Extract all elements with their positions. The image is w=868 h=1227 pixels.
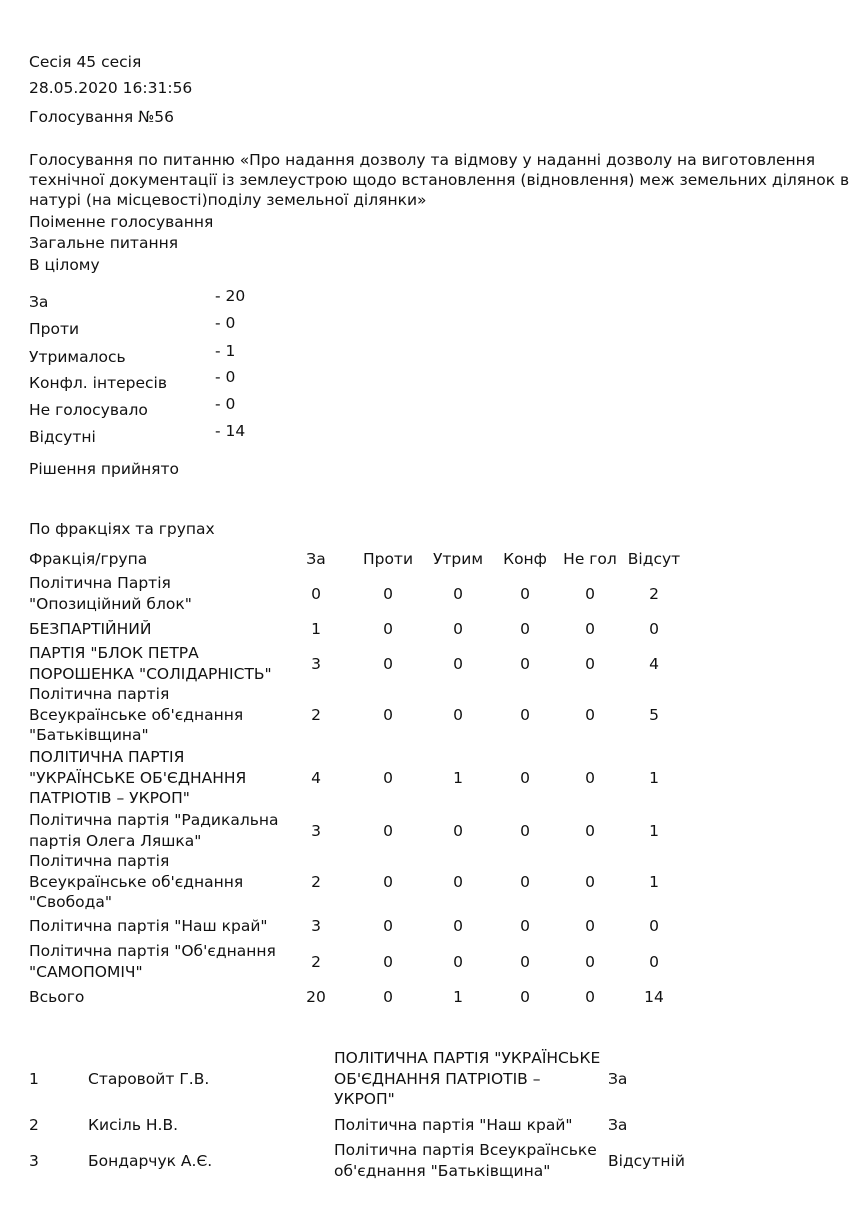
deputy-party: Політична партія Всеукраїнське: [334, 1141, 597, 1159]
faction-value: 0: [383, 769, 393, 788]
factions-title: По фракціях та групах: [29, 520, 215, 538]
total-value: - 14: [215, 422, 246, 440]
faction-value: 0: [585, 654, 595, 673]
faction-value: 0: [520, 821, 530, 840]
faction-name: Політична Партія: [29, 574, 171, 592]
faction-value: 3: [311, 654, 321, 673]
deputy-number: 3: [29, 1151, 39, 1170]
faction-value: 0: [311, 584, 321, 603]
faction-value: 0: [520, 769, 530, 788]
faction-value: 4: [311, 769, 321, 788]
faction-value: 1: [453, 769, 463, 788]
faction-name: ПОЛІТИЧНА ПАРТІЯ: [29, 748, 185, 766]
faction-value: 0: [585, 873, 595, 892]
faction-value: 5: [649, 706, 659, 725]
faction-value: 0: [520, 988, 530, 1007]
faction-name: Політична партія "Об'єднання: [29, 942, 276, 960]
total-value: - 20: [215, 287, 246, 305]
faction-name: "УКРАЇНСЬКЕ ОБ'ЄДНАННЯ: [29, 768, 247, 787]
faction-name: "САМОПОМІЧ": [29, 962, 143, 981]
vote-datetime: 28.05.2020 16:31:56: [29, 79, 193, 97]
faction-name: Політична партія: [29, 852, 170, 870]
faction-value: 0: [383, 873, 393, 892]
total-value: - 0: [215, 395, 236, 413]
total-value: - 0: [215, 314, 236, 332]
table-header-2: Проти: [362, 550, 414, 568]
question-line-1: Голосування по питанню «Про надання дозволу та відмову у наданні дозволу на виготовлення: [29, 151, 816, 169]
faction-value: 20: [306, 988, 326, 1007]
faction-value: 0: [585, 706, 595, 725]
faction-name: ПАРТІЯ "БЛОК ПЕТРА: [29, 644, 199, 662]
faction-value: 0: [585, 769, 595, 788]
faction-value: 0: [585, 620, 595, 639]
question-line-3: натурі (на місцевості)поділу земельної ділянки»: [29, 191, 427, 209]
faction-name: Всього: [29, 988, 85, 1006]
deputy-party: ПОЛІТИЧНА ПАРТІЯ "УКРАЇНСЬКЕ: [334, 1049, 601, 1067]
faction-value: 0: [453, 654, 463, 673]
total-label: Утрималось: [29, 348, 126, 366]
faction-value: 2: [311, 706, 321, 725]
faction-value: 0: [453, 821, 463, 840]
faction-value: 0: [585, 952, 595, 971]
total-label: Конфл. інтересів: [29, 374, 167, 392]
faction-value: 0: [585, 821, 595, 840]
faction-value: 0: [520, 654, 530, 673]
faction-value: 0: [383, 988, 393, 1007]
deputy-party: УКРОП": [334, 1090, 395, 1108]
faction-value: 0: [520, 620, 530, 639]
faction-value: 0: [453, 917, 463, 936]
faction-value: 0: [520, 917, 530, 936]
deputy-party: ОБ'ЄДНАННЯ ПАТРІОТІВ –: [334, 1069, 541, 1088]
faction-value: 0: [520, 706, 530, 725]
faction-value: 0: [383, 654, 393, 673]
vote-scope: В цілому: [29, 256, 100, 274]
table-header-4: Конф: [503, 550, 547, 568]
faction-value: 4: [649, 654, 659, 673]
faction-name: Всеукраїнське об'єднання: [29, 705, 244, 724]
deputy-number: 2: [29, 1116, 39, 1135]
faction-value: 0: [383, 584, 393, 603]
faction-name: Політична партія "Наш край": [29, 917, 268, 935]
faction-value: 0: [649, 620, 659, 639]
faction-name: Політична партія "Радикальна: [29, 811, 279, 829]
faction-value: 0: [453, 873, 463, 892]
deputy-name: Старовойт Г.В.: [88, 1069, 210, 1088]
faction-value: 0: [453, 584, 463, 603]
faction-name: "Свобода": [29, 893, 112, 912]
total-value: - 0: [215, 368, 236, 386]
faction-value: 1: [453, 988, 463, 1007]
total-label: Відсутні: [29, 428, 96, 446]
decision: Рішення прийнято: [29, 460, 179, 478]
faction-value: 3: [311, 917, 321, 936]
faction-value: 1: [649, 821, 659, 840]
faction-value: 0: [585, 988, 595, 1007]
faction-value: 0: [453, 620, 463, 639]
deputy-vote: За: [608, 1116, 628, 1135]
deputy-vote: Відсутній: [608, 1151, 685, 1170]
total-value: - 1: [215, 342, 236, 360]
session-title: Сесія 45 сесія: [29, 53, 142, 71]
faction-name: Всеукраїнське об'єднання: [29, 872, 244, 891]
faction-value: 2: [649, 584, 659, 603]
faction-value: 0: [585, 584, 595, 603]
faction-value: 0: [383, 917, 393, 936]
faction-value: 0: [383, 706, 393, 725]
deputy-number: 1: [29, 1069, 39, 1088]
faction-value: 1: [649, 769, 659, 788]
faction-value: 3: [311, 821, 321, 840]
faction-value: 1: [311, 620, 321, 639]
faction-value: 0: [649, 952, 659, 971]
table-header-5: Не гол: [563, 550, 617, 568]
faction-name: партія Олега Ляшка": [29, 831, 202, 850]
deputy-name: Бондарчук А.Є.: [88, 1151, 213, 1170]
question-type: Загальне питання: [29, 234, 179, 252]
faction-name: ПОРОШЕНКА "СОЛІДАРНІСТЬ": [29, 664, 272, 683]
table-header-6: Відсут: [627, 550, 681, 568]
total-label: Не голосувало: [29, 401, 148, 419]
deputy-party: Політична партія "Наш край": [334, 1116, 573, 1134]
faction-value: 0: [520, 873, 530, 892]
faction-value: 0: [453, 952, 463, 971]
total-label: За: [29, 293, 49, 311]
table-header-3: Утрим: [432, 550, 484, 568]
total-label: Проти: [29, 320, 80, 338]
faction-value: 0: [383, 620, 393, 639]
table-header-faction: Фракція/група: [29, 550, 148, 568]
faction-value: 0: [520, 952, 530, 971]
faction-value: 2: [311, 952, 321, 971]
deputy-name: Кисіль Н.В.: [88, 1116, 179, 1135]
faction-name: "Опозиційний блок": [29, 594, 192, 613]
deputy-vote: За: [608, 1069, 628, 1088]
faction-name: "Батьківщина": [29, 726, 149, 745]
faction-value: 0: [585, 917, 595, 936]
vote-type: Поіменне голосування: [29, 213, 214, 231]
faction-value: 0: [520, 584, 530, 603]
faction-value: 0: [453, 706, 463, 725]
faction-name: БЕЗПАРТІЙНИЙ: [29, 620, 152, 638]
faction-value: 14: [644, 988, 664, 1007]
deputy-party: об'єднання "Батьківщина": [334, 1161, 551, 1180]
faction-value: 0: [383, 821, 393, 840]
faction-value: 2: [311, 873, 321, 892]
vote-number: Голосування №56: [29, 108, 175, 126]
faction-name: ПАТРІОТІВ – УКРОП": [29, 789, 190, 808]
table-header-1: За: [306, 550, 326, 568]
faction-name: Політична партія: [29, 685, 170, 703]
faction-value: 0: [383, 952, 393, 971]
question-line-2: технічної документації із землеустрою щодо встановлення (відновлення) меж земельних ділянок в: [29, 171, 850, 189]
faction-value: 0: [649, 917, 659, 936]
faction-value: 1: [649, 873, 659, 892]
